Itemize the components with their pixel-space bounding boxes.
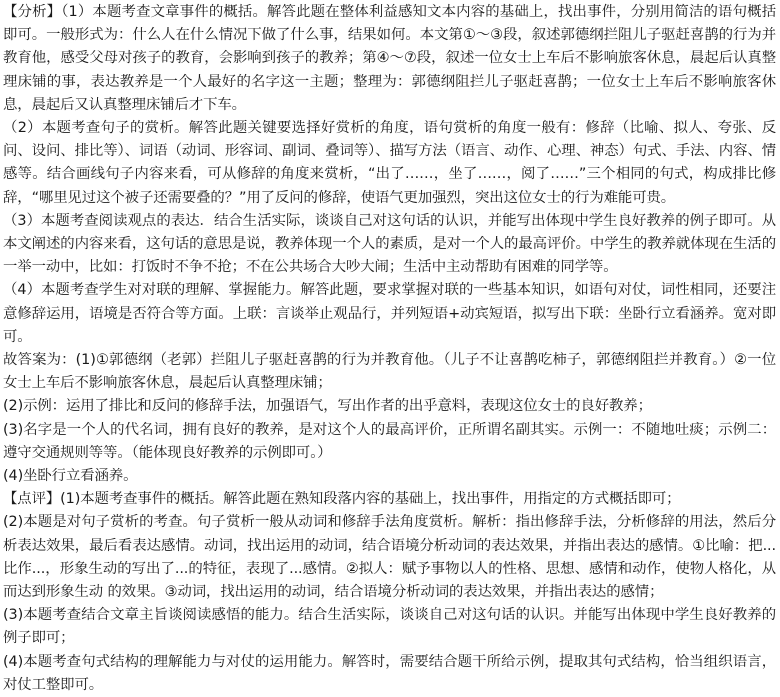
comment-4: (4)本题考查句式结构的理解能力与对仗的运用能力。解答时，需要结合题干所给示例，提取其句式结构，恰当组织语言，对仗工整即可。 bbox=[3, 653, 776, 693]
answer-4: (4)坐卧行立看涵养。 bbox=[3, 468, 138, 485]
answer-3: (3)名字是一个人的代名词，拥有良好的教养，是对这个人的最高评价，正所谓名副其实。示例一：不随地吐痰；示例二：遵守交通规则等等。（能体现良好教养的示例即可。） bbox=[3, 421, 776, 461]
comment-2: (2)本题是对句子赏析的考查。句子赏析一般从动词和修辞手法角度赏析。解析：指出修辞手法，分析修辞的用法，然后分析表达效果，最后看表达感情。动词，找出运用的动词，结合语境分析动词的表达效果，并指出表达的感情。①比喻：把...比作...，形象生动的写出了...的特征，表现了...感情。②拟人：赋予事物以人的性格、思想、感情和动作，使物人格化，从而达到形象生动 的效果。③动词，找出运用的动词，结合语境分析动词的表达效果，并指出表达的感情； bbox=[3, 514, 776, 601]
comment-3: (3)本题考查结合文章主旨谈阅读感悟的能力。结合生活实际，谈谈自己对这句话的认识。并能写出体现中学生良好教养的例子即可； bbox=[3, 607, 776, 647]
comment-1: 【点评】(1)本题考查事件的概括。解答此题在熟知段落内容的基础上，找出事件，用指定的方式概括即可； bbox=[3, 491, 681, 508]
answer-2: (2)示例：运用了排比和反问的修辞手法，加强语气，写出作者的出乎意料，表现这位女士的良好教养； bbox=[3, 398, 652, 415]
answer-intro: 故答案为：(1)①郭德纲（老郭）拦阻儿子驱赶喜鹊的行为并教育他。（儿子不让喜鹊吃柿子，郭德纲阻拦并教育。）②一位女士上车后不影响旅客休息，晨起后认真整理床铺； bbox=[3, 352, 776, 392]
analysis-paragraph-1: 【分析】（1）本题考查文章事件的概括。解答此题在整体利益感知文本内容的基础上，找出事件，分别用简洁的语句概括即可。一般形式为：什么人在什么情况下做了什么事，结果如何。本文第①～③段，叙述郭德纲拦阻儿子驱赶喜鹊的行为并教育他，感受父母对孩子的教育，会影响到孩子的教养；第④～⑦段，叙述一位女士上车后不影响旅客休息，晨起后认真整理床铺的事，表达教养是一个人最好的名字这一主题；整理为：郭德纲阻拦儿子驱赶喜鹊；一位女士上车后不影响旅客休息，晨起后又认真整理床铺后才下车。 bbox=[3, 4, 776, 113]
analysis-paragraph-4: （4）本题考查学生对对联的理解、掌握能力。解答此题，要求掌握对联的一些基本知识，如语句对仗，词性相同，还要注意修辞运用，语境是否符合等方面。上联：言谈举止观品行，并列短语+动宾短语，拟写出下联：坐卧行立看涵养。宽对即可。 bbox=[3, 282, 776, 345]
analysis-paragraph-2: （2）本题考查句子的赏析。解答此题关键要选择好赏析的角度，语句赏析的角度一般有：修辞（比喻、拟人、夸张、反问、设问、排比等）、词语（动词、形容词、副词、叠词等）、描写方法（语言、动作、心理、神态）句式、手法、内容、情感等。结合画线句子内容来看，可从修辞的角度来赏析，“出了……，坐了……，阅了……”三个相同的句式，构成排比修辞，“哪里见过这个被子还需要叠的？”用了反问的修辞，使语气更加强烈，突出这位女士的行为难能可贵。 bbox=[3, 120, 776, 206]
analysis-paragraph-3: （3）本题考查阅读观点的表达．结合生活实际，谈谈自己对这句话的认识，并能写出体现中学生良好教养的例子即可。从本文阐述的内容来看，这句话的意思是说，教养体现一个人的素质，是对一个人的最高评价。中学生的教养就体现在生活的一举一动中，比如：打饭时不争不抢；不在公共场合大吵大闹；生活中主动帮助有困难的同学等。 bbox=[3, 212, 776, 276]
